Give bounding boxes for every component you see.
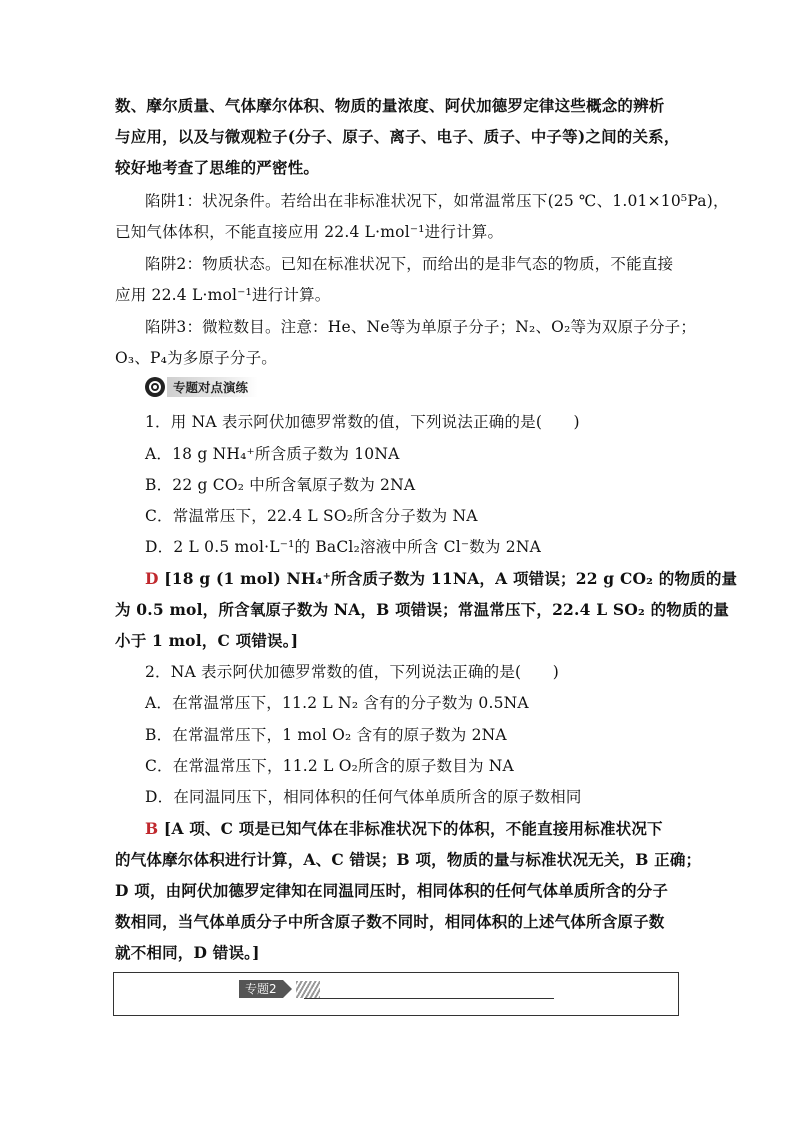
q2-explanation-text: [A 项、C 项是已知气体在非标准状况下的体积，不能直接用标准状况下 bbox=[163, 819, 663, 838]
q2-answer-letter: B bbox=[145, 819, 159, 838]
q2-explanation-line-4: 数相同，当气体单质分子中所含原子数不同时，相同体积的上述气体所含原子数 bbox=[115, 912, 665, 931]
q2-explanation-line-5: 就不相同，D 错误。] bbox=[115, 943, 260, 962]
section-badge-label: 专题对点演练 bbox=[167, 377, 258, 397]
footer-banner bbox=[113, 972, 679, 1016]
trap3-line-2: O₃、P₄为多原子分子。 bbox=[115, 349, 277, 367]
trap3-line-1: 陷阱3：微粒数目。注意：He、Ne等为单原子分子；N₂、O₂等为双原子分子； bbox=[145, 318, 697, 336]
target-icon bbox=[145, 377, 165, 397]
trap1-line-1: 陷阱1：状况条件。若给出在非标准状况下，如常温常压下(25 ℃、1.01×10⁵Pa)， bbox=[145, 192, 729, 210]
q2-explanation-line-1 bbox=[145, 818, 725, 840]
q1-option-d: D．2 L 0.5 mol·L⁻¹的 BaCl₂溶液中所含 Cl⁻数为 2NA bbox=[145, 538, 541, 556]
q1-answer-letter: D bbox=[145, 569, 159, 588]
section-badge bbox=[145, 376, 265, 398]
trap2-line-1: 陷阱2：物质状态。已知在标准状况下，而给出的是非气态的物质，不能直接 bbox=[145, 255, 674, 273]
q1-option-c: C．常温常压下，22.4 L SO₂所含分子数为 NA bbox=[145, 507, 478, 525]
q2-explanation-line-2: 的气体摩尔体积进行计算，A、C 错误；B 项，物质的量与标准状况无关，B 正确； bbox=[115, 850, 702, 869]
trap1-line-2: 已知气体体积，不能直接应用 22.4 L·mol⁻¹进行计算。 bbox=[115, 223, 504, 241]
intro-line-3: 较好地考查了思维的严密性。 bbox=[115, 158, 320, 177]
q2-option-d: D．在同温同压下，相同体积的任何气体单质所含的原子数相同 bbox=[145, 788, 582, 806]
q1-option-b: B．22 g CO₂ 中所含氧原子数为 2NA bbox=[145, 476, 416, 494]
q2-option-a: A．在常温常压下，11.2 L N₂ 含有的分子数为 0.5NA bbox=[145, 694, 529, 712]
q2-explanation-line-3: D 项，由阿伏加德罗定律知在同温同压时，相同体积的任何气体单质所含的分子 bbox=[115, 881, 669, 900]
footer-tab bbox=[239, 980, 292, 998]
footer-stripes-decoration bbox=[296, 981, 320, 998]
q2-option-c: C．在常温常压下，11.2 L O₂所含的原子数目为 NA bbox=[145, 757, 514, 775]
q1-explanation-line-2: 为 0.5 mol，所含氧原子数为 NA，B 项错误；常温常压下，22.4 L SO₂ 的物质的量 bbox=[115, 600, 730, 619]
intro-line-2: 与应用，以及与微观粒子(分子、原子、离子、电子、质子、中子等)之间的关系， bbox=[115, 127, 680, 146]
footer-rule bbox=[304, 998, 554, 999]
q1-explanation-line-3: 小于 1 mol，C 项错误。] bbox=[115, 631, 299, 650]
footer-tab-label: 专题2 bbox=[239, 980, 283, 998]
trap2-line-2: 应用 22.4 L·mol⁻¹进行计算。 bbox=[115, 286, 331, 304]
q1-option-a: A．18 g NH₄⁺所含质子数为 10NA bbox=[145, 445, 400, 463]
footer-tab-arrow-icon bbox=[283, 980, 292, 998]
q1-stem: 1．用 NA 表示阿伏加德罗常数的值，下列说法正确的是( ) bbox=[145, 413, 580, 431]
q2-option-b: B．在常温常压下，1 mol O₂ 含有的原子数为 2NA bbox=[145, 726, 507, 744]
q2-stem: 2．NA 表示阿伏加德罗常数的值，下列说法正确的是( ) bbox=[145, 663, 559, 681]
q1-explanation-line-1 bbox=[145, 568, 738, 590]
intro-line-1: 数、摩尔质量、气体摩尔体积、物质的量浓度、阿伏加德罗定律这些概念的辨析 bbox=[115, 96, 665, 115]
q1-explanation-text: [18 g (1 mol) NH₄⁺所含质子数为 11NA，A 项错误；22 g CO₂ 的物质的量 bbox=[164, 569, 738, 588]
